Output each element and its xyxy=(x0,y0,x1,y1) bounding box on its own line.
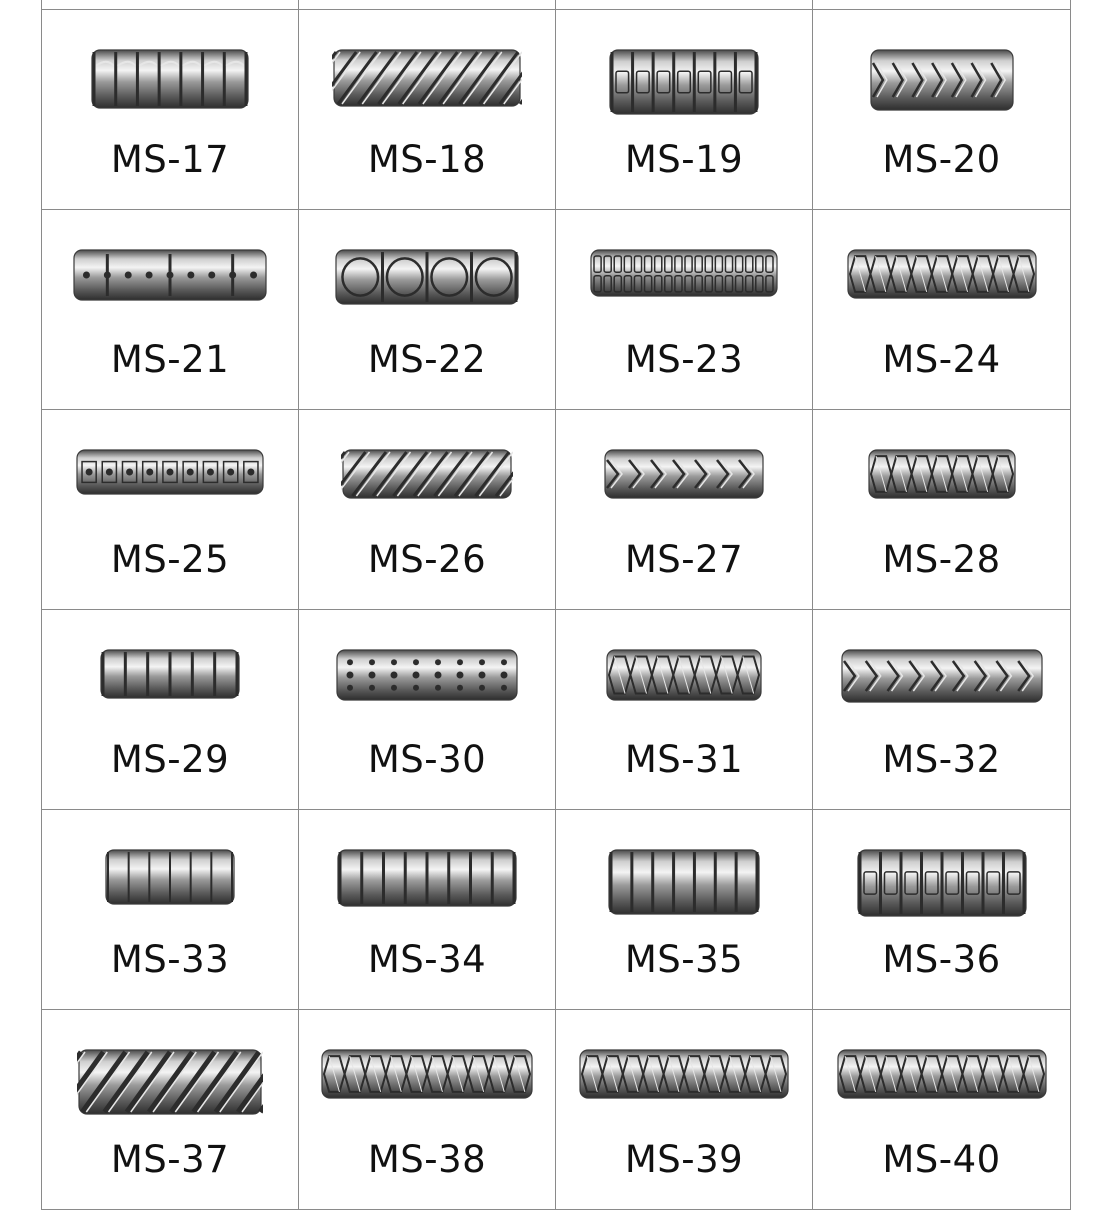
knurl-pattern-image xyxy=(75,446,265,498)
product-cell xyxy=(299,210,556,410)
product-cell xyxy=(41,810,299,1010)
product-cell xyxy=(556,1010,813,1210)
product-code-label: MS-18 xyxy=(367,138,487,181)
product-cell xyxy=(41,10,299,210)
product-cell xyxy=(813,810,1071,1010)
product-cell xyxy=(41,210,299,410)
product-cell xyxy=(299,10,556,210)
product-cell xyxy=(813,610,1071,810)
product-code-label: MS-21 xyxy=(110,338,230,381)
knurl-pattern-image xyxy=(605,646,763,704)
knurl-pattern-image xyxy=(578,1046,790,1102)
product-cell xyxy=(556,610,813,810)
product-code-label: MS-25 xyxy=(110,538,230,581)
product-code-label: MS-29 xyxy=(110,738,230,781)
product-code-label: MS-27 xyxy=(624,538,744,581)
knurl-pattern-image xyxy=(867,446,1017,502)
knurl-pattern-image xyxy=(836,1046,1048,1102)
knurl-pattern-image xyxy=(589,246,779,300)
knurl-pattern-image xyxy=(603,446,765,502)
product-code-label: MS-22 xyxy=(367,338,487,381)
knurl-pattern-image xyxy=(608,46,760,118)
product-code-label: MS-17 xyxy=(110,138,230,181)
knurl-pattern-image xyxy=(104,846,236,908)
product-code-label: MS-34 xyxy=(367,938,487,981)
knurl-pattern-image xyxy=(607,846,761,918)
product-cell xyxy=(41,0,299,10)
product-grid xyxy=(41,0,1071,1210)
product-cell xyxy=(299,0,556,10)
product-cell xyxy=(556,810,813,1010)
product-cell xyxy=(299,410,556,610)
product-cell xyxy=(813,10,1071,210)
knurl-pattern-image xyxy=(332,46,522,110)
product-code-label: MS-38 xyxy=(367,1138,487,1181)
knurl-pattern-image xyxy=(341,446,513,502)
knurl-pattern-image xyxy=(846,246,1038,302)
product-cell xyxy=(556,10,813,210)
product-code-label: MS-31 xyxy=(624,738,744,781)
product-code-label: MS-26 xyxy=(367,538,487,581)
product-code-label: MS-28 xyxy=(882,538,1001,581)
product-cell xyxy=(299,810,556,1010)
product-code-label: MS-23 xyxy=(624,338,744,381)
knurl-pattern-image xyxy=(869,46,1015,114)
knurl-pattern-image xyxy=(72,246,268,304)
product-code-label: MS-32 xyxy=(882,738,1001,781)
product-code-label: MS-39 xyxy=(624,1138,744,1181)
product-cell xyxy=(41,1010,299,1210)
knurl-pattern-image xyxy=(335,646,519,704)
product-code-label: MS-30 xyxy=(367,738,487,781)
knurl-pattern-image xyxy=(77,1046,263,1118)
product-cell xyxy=(813,210,1071,410)
knurl-pattern-image xyxy=(840,646,1044,706)
product-cell xyxy=(41,610,299,810)
product-cell xyxy=(813,410,1071,610)
product-cell xyxy=(41,410,299,610)
product-cell xyxy=(813,1010,1071,1210)
product-code-label: MS-36 xyxy=(882,938,1001,981)
knurl-pattern-image xyxy=(99,646,241,702)
product-code-label: MS-24 xyxy=(882,338,1001,381)
knurl-pattern-image xyxy=(334,246,520,308)
product-cell xyxy=(556,210,813,410)
product-cell xyxy=(299,610,556,810)
knurl-pattern-image xyxy=(856,846,1028,920)
knurl-pattern-image xyxy=(90,46,250,112)
product-code-label: MS-40 xyxy=(882,1138,1001,1181)
product-code-label: MS-20 xyxy=(882,138,1001,181)
product-code-label: MS-35 xyxy=(624,938,744,981)
product-cell xyxy=(556,410,813,610)
product-code-label: MS-19 xyxy=(624,138,744,181)
product-cell xyxy=(813,0,1071,10)
knurl-pattern-image xyxy=(336,846,518,910)
product-code-label: MS-33 xyxy=(110,938,230,981)
product-code-label: MS-37 xyxy=(110,1138,230,1181)
product-cell xyxy=(556,0,813,10)
product-cell xyxy=(299,1010,556,1210)
knurl-pattern-image xyxy=(320,1046,534,1102)
